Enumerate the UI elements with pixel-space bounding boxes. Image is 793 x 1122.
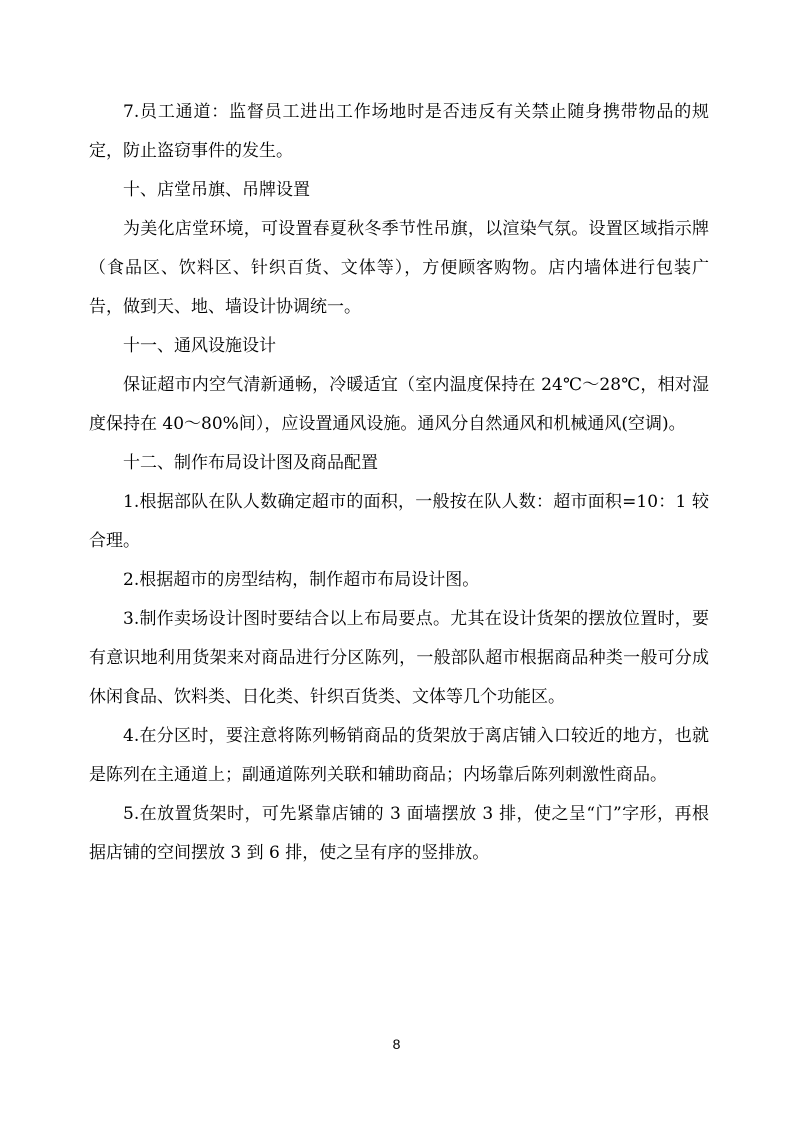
section-heading-ventilation: 十一、通风设施设计 [123,336,276,356]
section-heading-banners: 十、店堂吊旗、吊牌设置 [123,180,310,200]
document-body [89,93,709,873]
paragraph-ventilation: 保证超市内空气清新通畅，冷暖适宜（室内温度保持在 24℃～28℃，相对湿度保持在 40～80%间），应设置通风设施。通风分自然通风和机械通风(空调)。 [89,375,709,434]
paragraph-banners: 为美化店堂环境，可设置春夏秋冬季节性吊旗，以渲染气氛。设置区域指示牌（食品区、饮料区、针织百货、文体等），方便顾客购物。店内墙体进行包装广告，做到天、地、墙设计协调统一。 [89,219,709,317]
paragraph-layout-1: 1.根据部队在队人数确定超市的面积，一般按在队人数：超市面积=10：1 较合理。 [89,492,709,551]
paragraph-layout-2: 2.根据超市的房型结构，制作超市布局设计图。 [123,570,480,590]
paragraph-layout-4: 4.在分区时，要注意将陈列畅销商品的货架放于离店铺入口较近的地方，也就是陈列在主通道上；副通道陈列关联和辅助商品；内场靠后陈列刺激性商品。 [89,726,709,785]
paragraph-layout-3: 3.制作卖场设计图时要结合以上布局要点。尤其在设计货架的摆放位置时，要有意识地利用货架来对商品进行分区陈列，一般部队超市根据商品种类一般可分成休闲食品、饮料类、日化类、针织百货类、文体等几个功能区。 [89,609,709,707]
paragraph-staff-passage: 7.员工通道：监督员工进出工作场地时是否违反有关禁止随身携带物品的规定，防止盗窃事件的发生。 [89,102,709,161]
section-heading-layout: 十二、制作布局设计图及商品配置 [123,453,378,473]
page-number: 8 [392,1036,401,1052]
paragraph-layout-5: 5.在放置货架时，可先紧靠店铺的 3 面墙摆放 3 排，使之呈“门”字形，再根据店铺的空间摆放 3 到 6 排，使之呈有序的竖排放。 [89,804,709,863]
